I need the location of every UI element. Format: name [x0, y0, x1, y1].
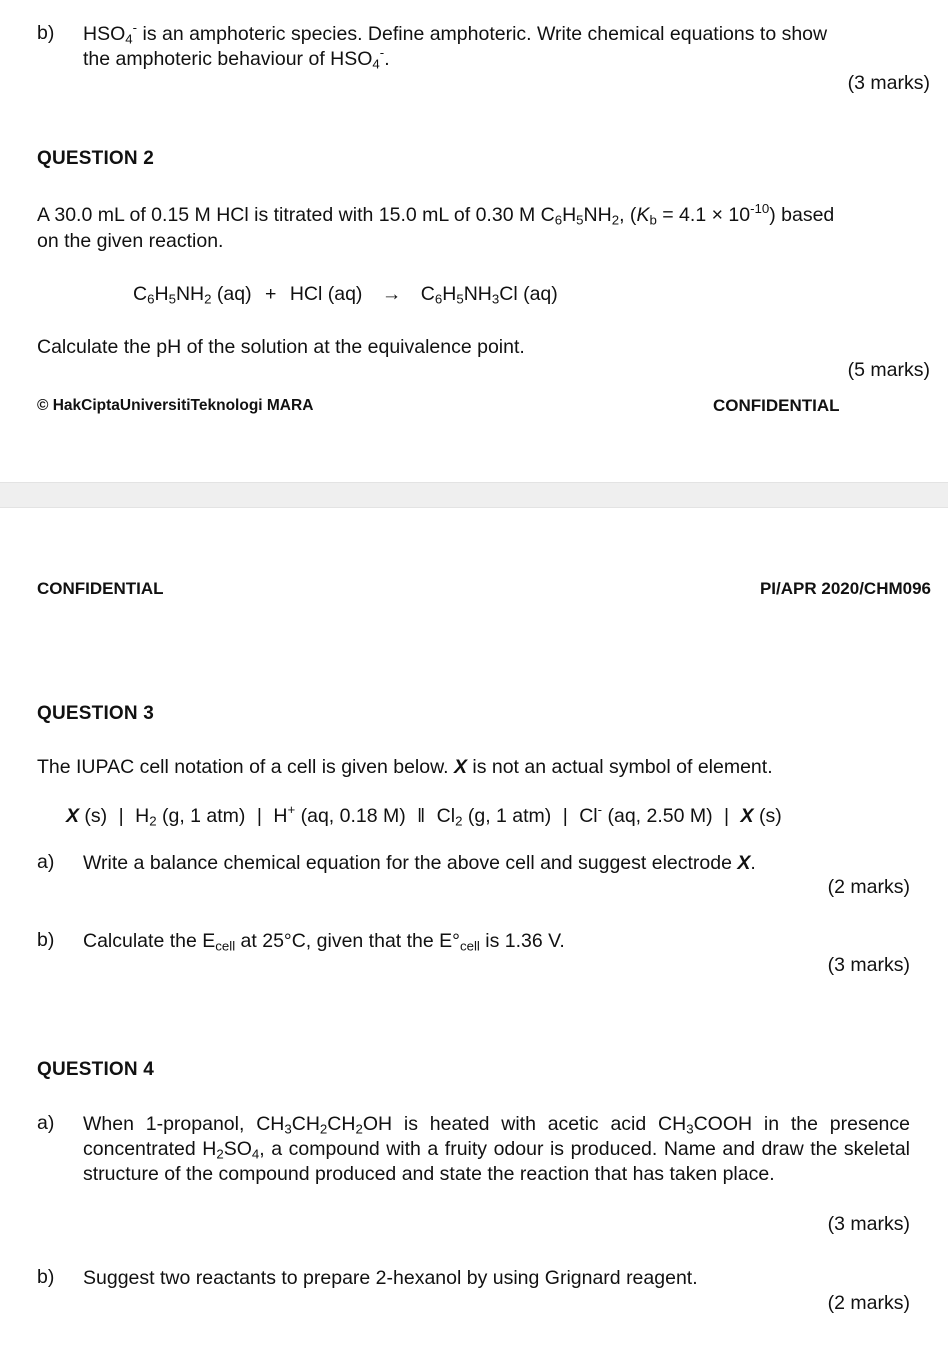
- q4-heading: QUESTION 4: [37, 1059, 155, 1080]
- q2-intro-line2: on the given reaction.: [37, 230, 224, 252]
- q4a-label: a): [37, 1112, 55, 1134]
- q4b-marks: (2 marks): [827, 1292, 910, 1314]
- q2-reaction-equation: $C_6H_5NH_2$ (aq) + HCl $(aq) \to C_6H_5NH_3Cl$ (aq): [133, 283, 558, 307]
- q1b-text-line1: $HSO_4^-$ is an amphoteric species. Define amphoteric. Write chemical equations to show: [83, 20, 828, 47]
- q2-intro-line1: A 30.0 mL of 0.15 M HCl is titrated with 15.0 mL of 0.30 M $C_6H_5NH_2$, $(K_b = 4.1 \times 10^{-10})$ based: [37, 201, 835, 228]
- page-1: [0, 0, 948, 482]
- q4b-label: b): [37, 1266, 55, 1288]
- q1b-label: b): [37, 22, 55, 44]
- header-paper-code: PI/APR 2020/CHM096: [759, 579, 931, 598]
- q4a-text: When 1-propanol, $CH_3CH_2CH_2OH$ is heated with acetic acid $CH_3COOH$ in the presence concentrated $H_2SO_4$, a compound with a fruity odour is produced. Name and draw the skeletal structure of the compound produced and state the reaction that has taken place.: [83, 1113, 910, 1185]
- page-separator: [0, 482, 948, 508]
- q3b-text: Calculate the $E_{cell}$ at 25°C, given that the $E^\circ_{cell}$ is 1.36 V.: [83, 930, 565, 954]
- q3-heading: QUESTION 3: [37, 703, 155, 724]
- reaction-arrow-icon: →: [381, 283, 402, 305]
- q1b-marks: (3 marks): [847, 72, 930, 94]
- footer-copyright: © HakCiptaUniversitiTeknologi MARA: [37, 397, 314, 414]
- q3a-marks: (2 marks): [827, 876, 910, 898]
- q3b-marks: (3 marks): [827, 954, 910, 976]
- q2-marks: (5 marks): [847, 359, 930, 381]
- q2-question: Calculate the pH of the solution at the equivalence point.: [37, 336, 525, 358]
- q1b-text-line2: the amphoteric behaviour of $HSO_4^-$.: [83, 45, 390, 72]
- q3a-label: a): [37, 851, 55, 873]
- q3b-label: b): [37, 929, 55, 951]
- page-2: [0, 508, 948, 1362]
- q4b-text: Suggest two reactants to prepare 2-hexanol by using Grignard reagent.: [83, 1267, 698, 1289]
- footer-confidential: CONFIDENTIAL: [713, 396, 840, 415]
- q3-cell-notation: X (s) | $H_2$ (g, 1 atm) | H+ (aq, 0.18 M) ‖ $Cl_2$ (g, 1 atm) | Cl- (aq, 2.50 M) | X (s): [66, 802, 782, 829]
- header-confidential: CONFIDENTIAL: [37, 579, 164, 598]
- q3a-text: Write a balance chemical equation for the above cell and suggest electrode X.: [83, 852, 756, 874]
- q2-heading: QUESTION 2: [37, 148, 155, 169]
- q4a-marks: (3 marks): [827, 1213, 910, 1235]
- q3-intro: The IUPAC cell notation of a cell is given below. X is not an actual symbol of element.: [37, 756, 773, 778]
